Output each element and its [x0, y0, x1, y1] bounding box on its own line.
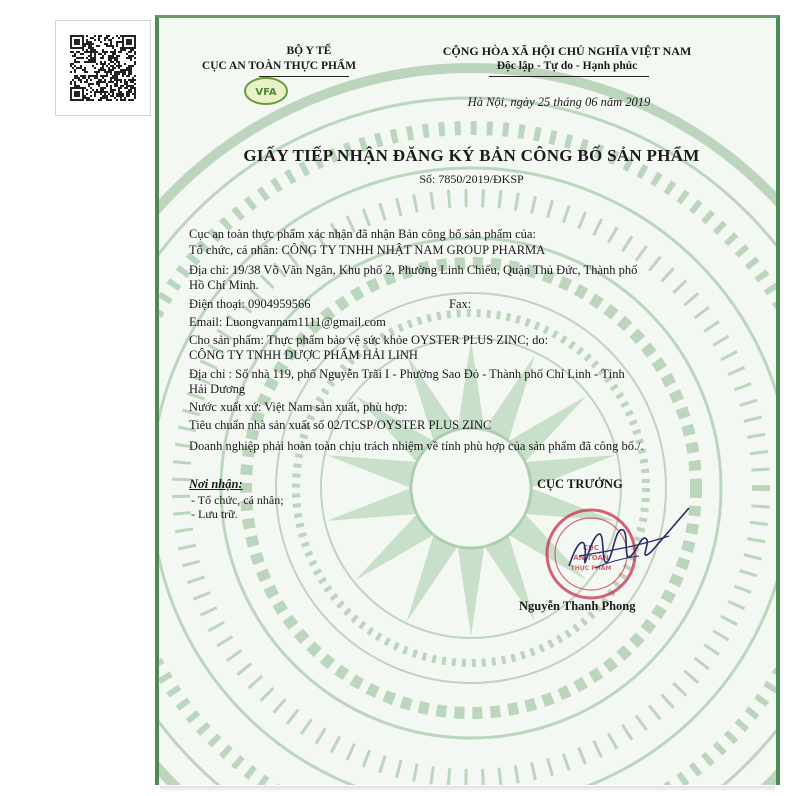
svg-text:VFA: VFA: [255, 87, 277, 98]
qr-code-icon: [70, 35, 136, 101]
drum-star-ray: [407, 535, 458, 621]
body-line: Nước xuất xứ: Việt Nam sản xuất, phù hợp:: [189, 400, 408, 414]
vfa-logo-icon: [243, 76, 289, 106]
handwritten-signature: [539, 496, 699, 606]
body-line: CÔNG TY TNHH DƯỢC PHẨM HẢI LINH: [189, 348, 418, 362]
document-title: GIẤY TIẾP NHẬN ĐĂNG KÝ BẢN CÔNG BỐ SẢN PHẨM: [243, 146, 700, 165]
motto-underline: [489, 76, 649, 77]
document-number: Số: 7850/2019/ĐKSP: [419, 172, 524, 186]
drum-star-ray: [327, 455, 417, 488]
certificate-document: [155, 15, 780, 785]
recipient-item: - Lưu trữ.: [191, 507, 238, 521]
body-line: Địa chỉ: 19/38 Võ Văn Ngân, Khu phố 2, Phường Linh Chiểu, Quận Thủ Đức, Thành phố: [189, 263, 638, 277]
recipient-item: - Tổ chức, cá nhân;: [191, 493, 284, 507]
drum-star-ray: [355, 514, 433, 580]
svg-text:CỤC: CỤC: [583, 544, 599, 552]
drum-star-ray: [327, 488, 417, 521]
body-line: Hồ Chí Minh.: [189, 278, 259, 292]
ministry-name: BỘ Y TẾ: [286, 45, 332, 57]
agency-name: CỤC AN TOÀN THỰC PHẨM: [201, 60, 357, 72]
signer-name: Nguyễn Thanh Phong: [519, 599, 636, 613]
drum-star-ray: [458, 546, 485, 636]
body-line: Cục an toàn thực phẩm xác nhận đã nhận Bản công bố sản phẩm của:: [189, 227, 536, 241]
national-motto: Độc lập - Tự do - Hạnh phúc: [496, 60, 638, 72]
body-line: Hải Dương: [189, 382, 246, 396]
fax-label: Fax:: [449, 297, 472, 311]
svg-text:THỰC PHẨM: THỰC PHẨM: [570, 565, 612, 572]
body-line: Địa chỉ : Số nhà 119, phố Nguyễn Trãi I - Phường Sao Đỏ - Thành phố Chí Linh - Tỉnh: [189, 367, 625, 381]
page-shadow: [160, 786, 775, 792]
signer-position: CỤC TRƯỞNG: [537, 477, 623, 491]
qr-code: [55, 20, 151, 116]
body-line: Email: Luongvannam1111@gmail.com: [189, 315, 386, 329]
body-line: Tiêu chuẩn nhà sản xuất số 02/TCSP/OYSTER PLUS ZINC: [189, 418, 492, 432]
body-line: Điện thoại: 0904959566: [189, 297, 311, 311]
recipients-label: Nơi nhận:: [189, 477, 243, 491]
body-line: Doanh nghiệp phải hoàn toàn chịu trách nhiệm về tính phù hợp của sản phẩm đã công bố./.: [189, 439, 644, 453]
republic-name: CỘNG HÒA XÃ HỘI CHỦ NGHĨA VIỆT NAM: [442, 44, 692, 58]
place-date: Hà Nội, ngày 25 tháng 06 năm 2019: [467, 95, 651, 109]
body-line: Tổ chức, cá nhân: CÔNG TY TNHH NHẬT NAM GROUP PHARMA: [189, 243, 546, 257]
svg-text:AN TOÀN: AN TOÀN: [573, 554, 609, 562]
body-line: Cho sản phẩm: Thực phẩm bảo vệ sức khỏe OYSTER PLUS ZINC; do:: [189, 333, 549, 347]
